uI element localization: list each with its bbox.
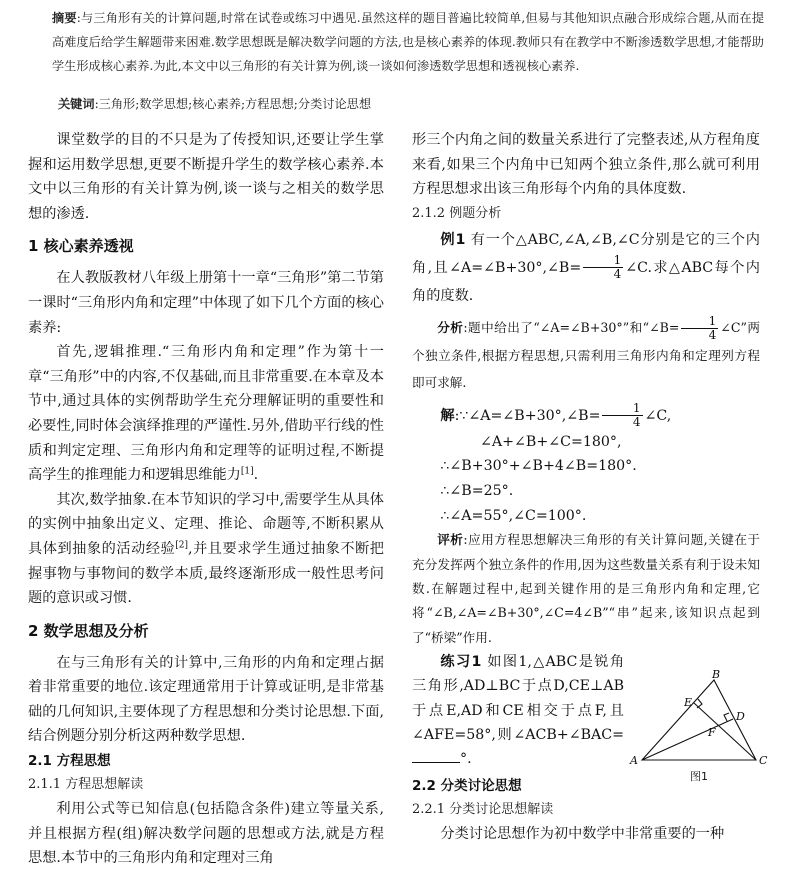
reference-2: [2] [175, 540, 189, 551]
intro-paragraph: 课堂数学的目的不只是为了传授知识,还要让学生掌握和运用数学思想,更要不断提升学生的数学核心素养.本文中以三角形的有关计算为例,谈一谈与之相关的数学思想的渗透. [28, 132, 384, 222]
fraction-one-quarter-2: $\frac{1}{4}$ [681, 315, 718, 342]
heading-2-1-1: 2.1.1 方程思想解读 [28, 777, 144, 793]
solution-line-2: ∠A+∠B+∠C=180°, [480, 433, 622, 450]
practice-1-end: °. [460, 751, 472, 767]
solution-line-4: ∴∠B=25°. [440, 482, 514, 499]
heading-1: 1 核心素养透视 [28, 237, 134, 256]
heading-2-2-1: 2.2.1 分类讨论思想解读 [412, 802, 554, 818]
paragraph-5: 利用公式等已知信息(包括隐含条件)建立等量关系,并且根据方程(组)解决数学问题的思想或方法,就是方程思想.本节中的三角形内角和定理对三角 [28, 801, 384, 867]
label-b: B [712, 670, 721, 681]
solution-line-3: ∴∠B+30°+∠B+4∠B=180°. [440, 458, 637, 475]
label-e: E [684, 696, 693, 709]
solution-line-1-a: :∵∠A=∠B+30°,∠B= [454, 407, 601, 424]
label-d: D [736, 710, 745, 723]
paragraph-2 [28, 340, 384, 488]
analysis [412, 314, 760, 396]
answer-blank[interactable] [412, 750, 460, 763]
commentary [412, 528, 760, 650]
abstract-text: :与三角形有关的计算问题,时常在试卷或练习中遇见.虽然这样的题目普遍比较简单,但易与其他知识点融合形成综合题,从而在提高难度后给学生解题带来困难.数学思想既是解决数学问题的方法,也是核心素养的体现.教师只有在教学中不断渗透数学思想,才能帮助学生形成核心素养.为此,本文中以三角形的有关计算为例,谈一谈如何渗透数学思想和透视核心素养. [52, 11, 765, 73]
altitude-ce [694, 703, 756, 760]
keywords-label: 关键词 [58, 97, 95, 111]
solution-label: 解 [440, 407, 455, 424]
paragraph-1: 在人教版教材八年级上册第十一章“三角形”第二节第一课时“三角形内角和定理”中体现了如下几个方面的核心素养: [28, 270, 384, 336]
right-paragraph-1: 形三个内角之间的数量关系进行了完整表述,从方程角度来看,如果三个内角中已知两个独立条件,那么就可利用方程思想求出该三角形每个内角的具体度数. [412, 132, 760, 198]
example-1-text-b: ∠C.求△ABC每个内角的度数. [412, 259, 760, 304]
label-c: C [759, 754, 768, 767]
label-a: A [630, 754, 638, 767]
reference-1: [1] [240, 466, 254, 477]
paragraph-3 [28, 488, 384, 611]
solution-line-1 [412, 402, 760, 430]
left-column [28, 128, 384, 871]
label-f: F [708, 726, 716, 739]
commentary-text: :应用方程思想解决三角形的有关计算问题,关键在于充分发挥两个独立条件的作用,因为这些数量关系有利于设未知数.在解题过程中,起到关键作用的是三角形内角和定理,它将“∠B,∠A=∠B+30°,∠C=4∠B”“串”起来,该知识点起到了“桥梁”作用. [412, 532, 761, 645]
solution-line-5: ∴∠A=55°,∠C=100°. [440, 507, 587, 524]
example-1-label: 例1 [440, 231, 466, 248]
fraction-one-quarter-3: $\frac{1}{4}$ [602, 402, 642, 429]
heading-2-1: 2.1 方程思想 [28, 753, 111, 770]
practice-1-text: 如图1,△ABC是锐角三角形,AD⊥BC于点D,CE⊥AB于点E,AD和CE相交于点F,且∠AFE=58°,则∠ACB+∠BAC= [412, 654, 625, 743]
practice-1 [412, 650, 624, 771]
heading-2-1-2: 2.1.2 例题分析 [412, 205, 502, 221]
paragraph-3-text-b: ,并且要求学生通过抽象不断把握事物与事物间的数学本质,最终逐渐形成一般性思考问题的意识或习惯. [28, 540, 384, 607]
solution-line-1-b: ∠C, [644, 407, 672, 424]
paragraph-3-text-a: 其次,数学抽象.在本节知识的学习中,需要学生从具体的实例中抽象出定义、定理、推论、命题等,不断积累从具体到抽象的活动经验 [28, 491, 384, 557]
commentary-label: 评析 [437, 532, 464, 548]
abstract [52, 6, 764, 78]
heading-2: 2 数学思想及分析 [28, 621, 149, 640]
keywords-text: :三角形;数学思想;核心素养;方程思想;分类讨论思想 [94, 97, 372, 111]
analysis-label: 分析 [437, 319, 464, 335]
right-last-paragraph: 分类讨论思想作为初中数学中非常重要的一种 [440, 826, 725, 843]
analysis-text-a: :题中给出了“∠A=∠B+30°”和“∠B= [463, 319, 680, 335]
abstract-label: 摘要 [52, 11, 77, 25]
paragraph-4: 在与三角形有关的计算中,三角形的内角和定理占据着非常重要的地位.该定理通常用于计算或证明,是非常基础的几何知识,主要体现了方程思想和分类讨论思想.下面,结合例题分别分析这两种数学思想. [28, 654, 384, 745]
figure-1 [628, 670, 768, 786]
altitude-ad [642, 719, 733, 760]
heading-2-2: 2.2 分类讨论思想 [412, 778, 522, 795]
paragraph-2-text: 首先,逻辑推理.“三角形内角和定理”作为第十一章“三角形”中的内容,不仅基础,而且非常重要.在本章及本节中,通过具体的实例帮助学生充分理解证明的重要性和必要性,同时体会演绎推理的严谨性.另外,借助平行线的性质和判定定理、三角形内角和定理等的证明过程,不断提高学生的推理能力和逻辑思维能力 [28, 344, 384, 484]
practice-1-label: 练习1 [440, 654, 482, 671]
fraction-one-quarter: $\frac{1}{4}$ [583, 254, 623, 281]
example-1 [412, 226, 760, 310]
example-1-text-a: 有一个△ABC,∠A,∠B,∠C分别是它的三个内角,且∠A=∠B+30°,∠B= [412, 231, 760, 276]
paragraph-2-end: . [253, 467, 259, 484]
analysis-text-b: ∠C”两个独立条件,根据方程思想,只需利用三角形内角和定理列方程即可求解. [412, 319, 760, 390]
keywords [58, 94, 758, 114]
right-angle-d [724, 713, 729, 721]
figure-caption: 图1 [690, 770, 708, 783]
